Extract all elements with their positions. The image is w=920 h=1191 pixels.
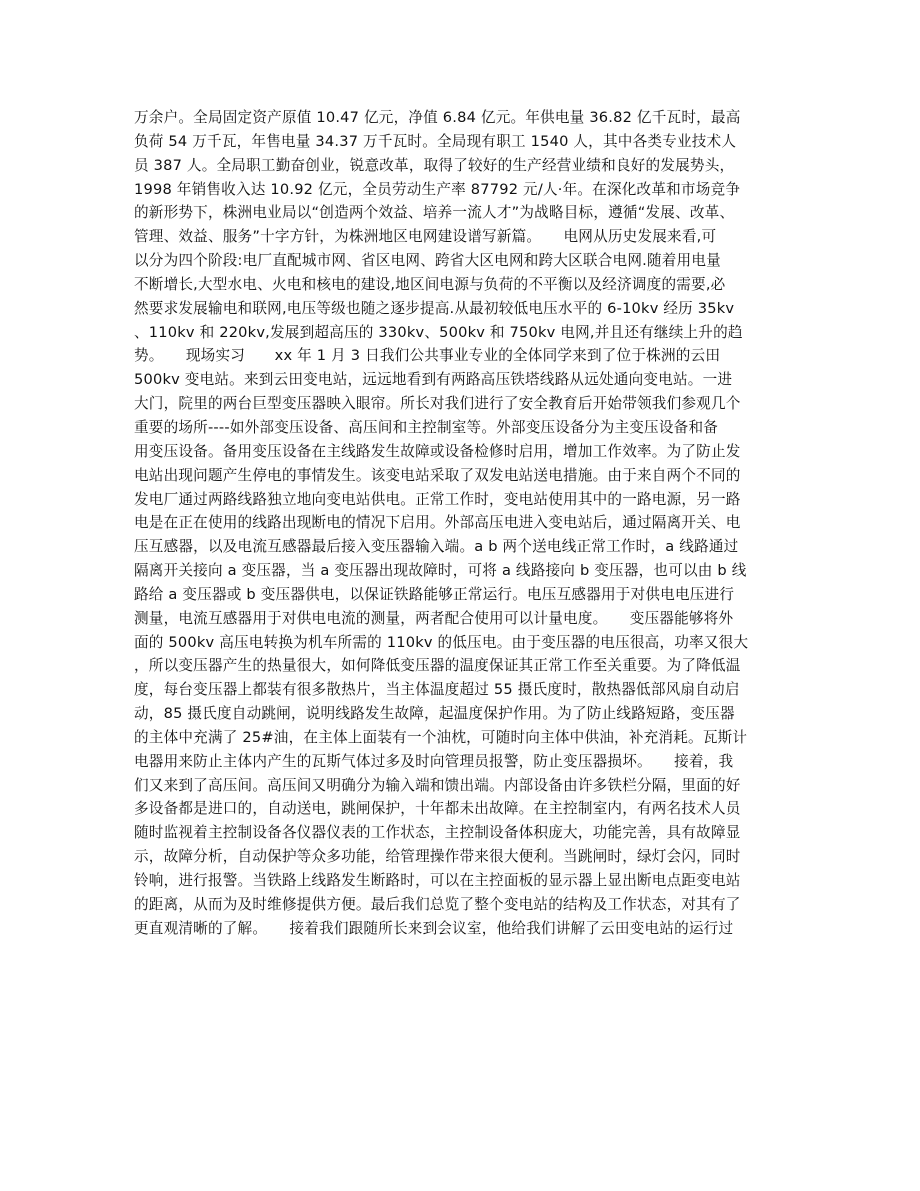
- text-line: 的距离，从而为及时维修提供方便。最后我们总览了整个变电站的结构及工作状态，对其有了: [134, 895, 741, 913]
- text-line: 路给 a 变压器或 b 变压器供电，以保证铁路能够正常运行。电压互感器用于对供电电压进行: [134, 585, 735, 603]
- text-line: 的新形势下，株洲电业局以“创造两个效益、培养一流人才”为战略目标，遵循“发展、改革、: [134, 204, 735, 222]
- text-line: 500kv 变电站。来到云田变电站，远远地看到有两路高压铁塔线路从远处通向变电站。一进: [134, 371, 733, 389]
- text-line: 动，85 摄氏度自动跳闸，说明线路发生故障，起温度保护作用。为了防止线路短路，变压器: [134, 705, 735, 723]
- text-line: 1998 年销售收入达 10.92 亿元，全员劳动生产率 87792 元/人·年。在深化改革和市场竞争: [134, 180, 741, 198]
- text-line: 更直观清晰的了解。 接着我们跟随所长来到会议室，他给我们讲解了云田变电站的运行过: [134, 919, 734, 937]
- text-line: 测量，电流互感器用于对供电电流的测量，两者配合使用可以计量电度。 变压器能够将外: [134, 609, 734, 627]
- text-line: 电是在正在使用的线路出现断电的情况下启用。外部高压电进入变电站后，通过隔离开关、电: [134, 514, 741, 532]
- text-line: 面的 500kv 高压电转换为机车所需的 110kv 的低压电。由于变压器的电压很高，功率又很大: [134, 633, 749, 651]
- body-text: [134, 106, 786, 941]
- text-line: 们又来到了高压间。高压间又明确分为输入端和馈出端。内部设备由许多铁栏分隔，里面的好: [134, 776, 741, 794]
- text-line: 管理、效益、服务”十字方针，为株洲地区电网建设谱写新篇。 电网从历史发展来看,可: [134, 228, 717, 246]
- text-line: 然要求发展输电和联网,电压等级也随之逐步提高.从最初较低电压水平的 6-10kv 经历 35kv: [134, 299, 735, 317]
- text-line: 压互感器，以及电流互感器最后接入变压器输入端。a b 两个送电线正常工作时，a 线路通过: [134, 538, 739, 556]
- text-line: 以分为四个阶段:电厂直配城市网、省区电网、跨省大区电网和跨大区联合电网.随着用电量: [134, 252, 721, 270]
- text-line: 铃响，进行报警。当铁路上线路发生断路时，可以在主控面板的显示器上显出断电点距变电站: [134, 872, 741, 889]
- text-line: 大门，院里的两台巨型变压器映入眼帘。所长对我们进行了安全教育后开始带领我们参观几个: [134, 395, 741, 413]
- text-line: 重要的场所----如外部变压设备、高压间和主控制室等。外部变压设备分为主变压设备和备: [134, 418, 719, 436]
- text-line: 电站出现问题产生停电的事情发生。该变电站采取了双发电站送电措施。由于来自两个不同的: [134, 466, 741, 484]
- text-line: 势。 现场实习 xx 年 1 月 3 日我们公共事业专业的全体同学来到了位于株洲的云田: [134, 347, 721, 365]
- text-line: 隔离开关接向 a 变压器，当 a 变压器出现故障时，可将 a 线路接向 b 变压器，也可以由 b 线: [134, 562, 747, 580]
- text-line: 员 387 人。全局职工勤奋创业，锐意改革，取得了较好的生产经营业绩和良好的发展势头，: [134, 156, 735, 174]
- text-line: 电器用来防止主体内产生的瓦斯气体过多及时向管理员报警，防止变压器损坏。 接着，我: [134, 752, 734, 770]
- text-line: 度，每台变压器上都装有很多散热片，当主体温度超过 55 摄氏度时，散热器低部风扇自动启: [134, 681, 740, 699]
- text-line: 多设备都是进口的，自动送电，跳闸保护，十年都未出故障。在主控制室内，有两名技术人员: [134, 800, 741, 818]
- text-line: 、110kv 和 220kv,发展到超高压的 330kv、500kv 和 750kv 电网,并且还有继续上升的趋: [134, 323, 743, 341]
- text-line: 随时监视着主控制设备各仪器仪表的工作状态，主控制设备体积庞大，功能完善，具有故障显: [134, 824, 741, 842]
- text-line: 负荷 54 万千瓦，年售电量 34.37 万千瓦时。全局现有职工 1540 人，其中各类专业技术人: [134, 132, 737, 150]
- text-line: 万余户。全局固定资产原值 10.47 亿元，净值 6.84 亿元。年供电量 36.82 亿千瓦时，最高: [134, 109, 741, 126]
- text-line: ，所以变压器产生的热量很大，如何降低变压器的温度保证其正常工作至关重要。为了降低温: [134, 657, 741, 675]
- text-line: 发电厂通过两路线路独立地向变电站供电。正常工作时，变电站使用其中的一路电源，另一路: [134, 490, 741, 508]
- text-line: 用变压设备。备用变压设备在主线路发生故障或设备检修时启用，增加工作效率。为了防止发: [134, 442, 741, 460]
- text-line: 不断增长,大型水电、火电和核电的建设,地区间电源与负荷的不平衡以及经济调度的需要,必: [134, 275, 726, 293]
- text-line: 示，故障分析，自动保护等众多功能，给管理操作带来很大便利。当跳闸时，绿灯会闪，同时: [134, 848, 741, 866]
- text-line: 的主体中充满了 25#油，在主体上面装有一个油枕，可随时向主体中供油，补充消耗。瓦斯计: [134, 728, 748, 746]
